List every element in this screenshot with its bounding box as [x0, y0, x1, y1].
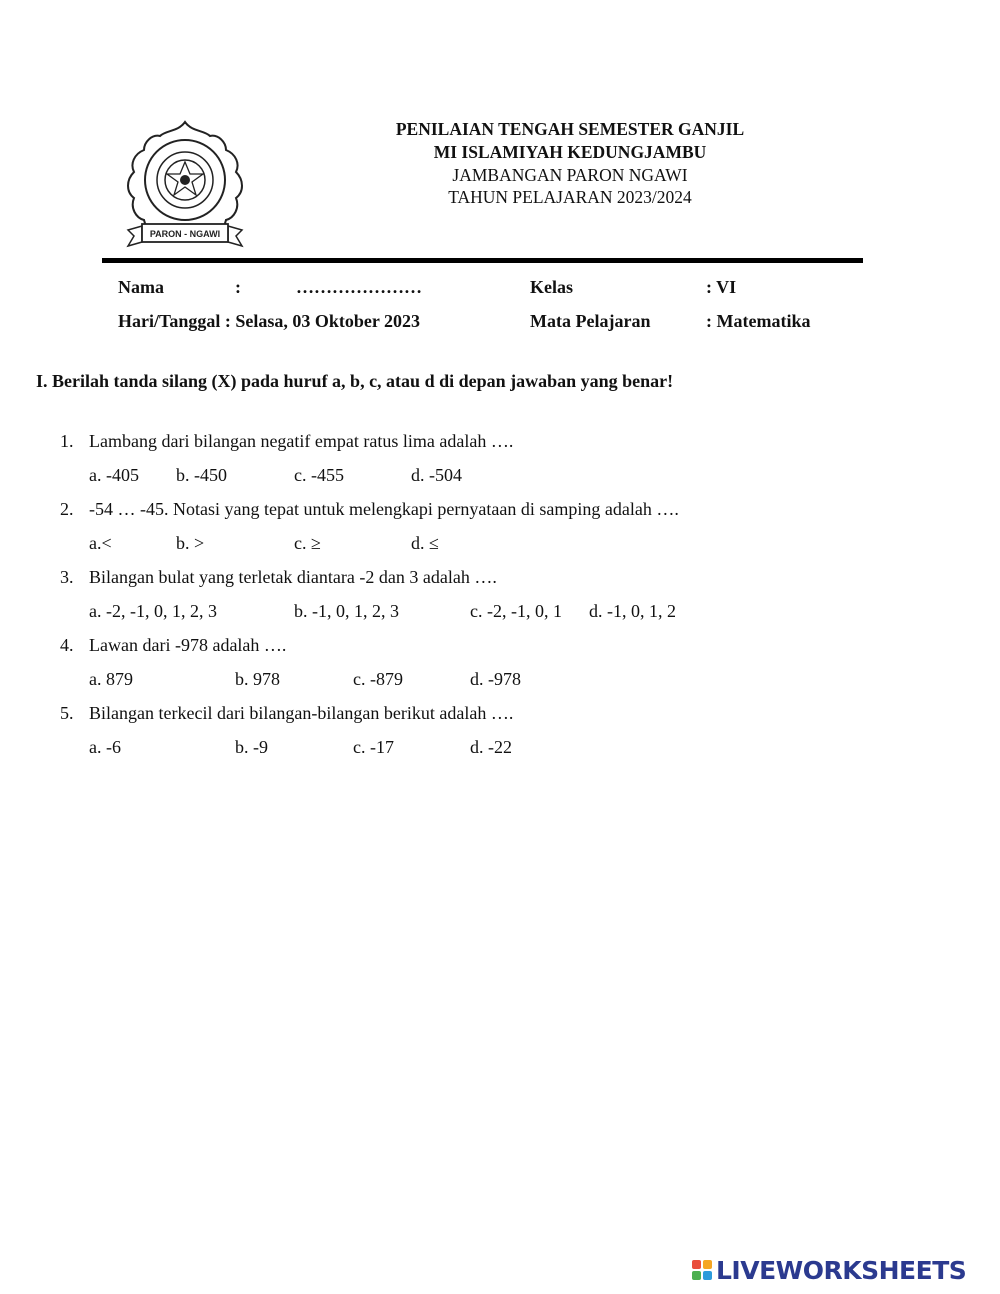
- nama-field[interactable]: …………………: [296, 277, 422, 297]
- option-4b[interactable]: b. 978: [235, 669, 280, 689]
- option-2d[interactable]: d. ≤: [411, 533, 439, 553]
- hari-tanggal: Hari/Tanggal : Selasa, 03 Oktober 2023: [118, 311, 421, 331]
- mapel-value: : Matematika: [706, 311, 811, 331]
- question-text: Lawan dari -978 adalah ….: [89, 635, 287, 655]
- option-1c[interactable]: c. -455: [294, 465, 344, 485]
- option-1a[interactable]: a. -405: [89, 465, 139, 485]
- question-number: 3.: [60, 567, 74, 587]
- header-address: JAMBANGAN PARON NGAWI: [452, 165, 688, 185]
- question-number: 1.: [60, 431, 74, 451]
- logo-ribbon-text: PARON - NGAWI: [149, 229, 221, 239]
- option-3b[interactable]: b. -1, 0, 1, 2, 3: [294, 601, 399, 621]
- option-1b[interactable]: b. -450: [176, 465, 227, 485]
- option-4a[interactable]: a. 879: [89, 669, 133, 689]
- option-2b[interactable]: b. >: [176, 533, 205, 553]
- option-4d[interactable]: d. -978: [470, 669, 521, 689]
- liveworksheets-icon: [692, 1260, 712, 1280]
- question-number: 5.: [60, 703, 74, 723]
- option-3c[interactable]: c. -2, -1, 0, 1: [470, 601, 562, 621]
- option-5a[interactable]: a. -6: [89, 737, 121, 757]
- mapel-label: Mata Pelajaran: [530, 311, 651, 331]
- option-4c[interactable]: c. -879: [353, 669, 403, 689]
- liveworksheets-brand[interactable]: [692, 1256, 966, 1284]
- option-5d[interactable]: d. -22: [470, 737, 512, 757]
- option-5b[interactable]: b. -9: [235, 737, 268, 757]
- school-logo: [122, 118, 248, 250]
- header-school: MI ISLAMIYAH KEDUNGJAMBU: [433, 142, 707, 162]
- option-2a[interactable]: a.<: [89, 533, 112, 553]
- section-instruction: I. Berilah tanda silang (X) pada huruf a, b, c, atau d di depan jawaban yang benar!: [36, 371, 674, 391]
- header-divider: [102, 258, 863, 263]
- nama-label: Nama: [118, 277, 164, 297]
- header-year: TAHUN PELAJARAN 2023/2024: [448, 187, 692, 207]
- question-number: 4.: [60, 635, 74, 655]
- question-text: Bilangan bulat yang terletak diantara -2 dan 3 adalah ….: [89, 567, 497, 587]
- liveworksheets-wordmark: LIVEWORKSHEETS: [716, 1255, 967, 1285]
- nama-colon: :: [235, 277, 241, 297]
- kelas-value: : VI: [706, 277, 737, 297]
- question-text: Bilangan terkecil dari bilangan-bilangan berikut adalah ….: [89, 703, 514, 723]
- header-title: PENILAIAN TENGAH SEMESTER GANJIL: [395, 119, 745, 139]
- option-5c[interactable]: c. -17: [353, 737, 394, 757]
- option-2c[interactable]: c. ≥: [294, 533, 321, 553]
- option-1d[interactable]: d. -504: [411, 465, 462, 485]
- option-3d[interactable]: d. -1, 0, 1, 2: [589, 601, 676, 621]
- kelas-label: Kelas: [530, 277, 573, 297]
- option-3a[interactable]: a. -2, -1, 0, 1, 2, 3: [89, 601, 217, 621]
- question-text: Lambang dari bilangan negatif empat ratus lima adalah ….: [89, 431, 514, 451]
- question-text: -54 … -45. Notasi yang tepat untuk melengkapi pernyataan di samping adalah ….: [89, 499, 679, 519]
- question-number: 2.: [60, 499, 74, 519]
